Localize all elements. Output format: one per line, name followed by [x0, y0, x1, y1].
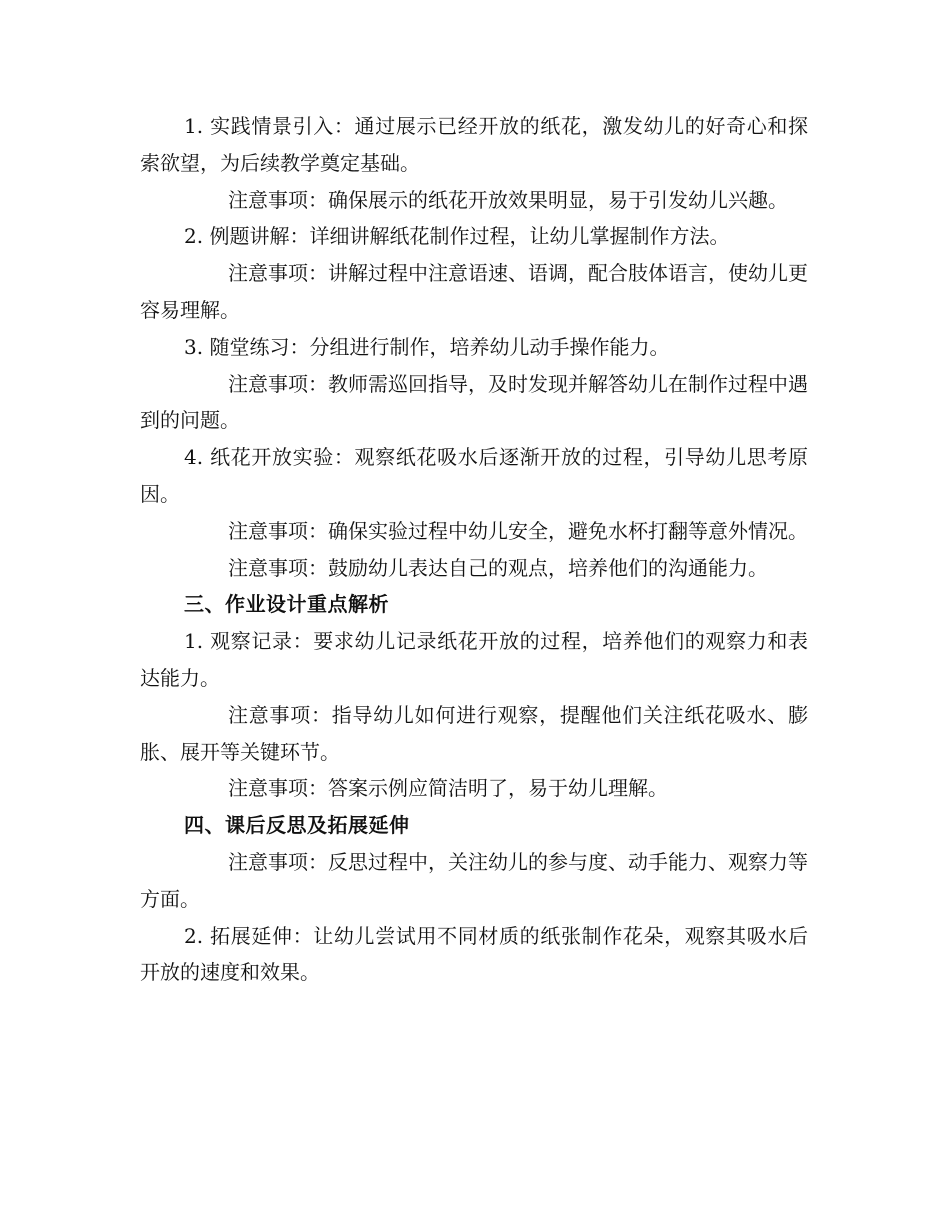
section-heading-homework: 三、作业设计重点解析 [184, 592, 389, 617]
note-paragraph: 注意事项：教师需巡回指导，及时发现并解答幼儿在制作过程中遇到的问题。 [140, 371, 808, 433]
list-item-extension: 2. 拓展延伸：让幼儿尝试用不同材质的纸张制作花朵，观察其吸水后开放的速度和效果。 [140, 923, 808, 985]
section-heading-reflection: 四、课后反思及拓展延伸 [184, 813, 410, 838]
note-paragraph: 注意事项：鼓励幼儿表达自己的观点，培养他们的沟通能力。 [228, 555, 768, 580]
note-paragraph: 注意事项：反思过程中，关注幼儿的参与度、动手能力、观察力等方面。 [140, 849, 808, 911]
list-item-class-practice: 3. 随堂练习：分组进行制作，培养幼儿动手操作能力。 [184, 334, 670, 359]
list-item-practice-intro: 1. 实践情景引入：通过展示已经开放的纸花，激发幼儿的好奇心和探索欲望，为后续教学奠定基础。 [140, 114, 808, 175]
list-item-observation-record: 1. 观察记录：要求幼儿记录纸花开放的过程，培养他们的观察力和表达能力。 [140, 629, 808, 690]
list-item-example-explanation: 2. 例题讲解：详细讲解纸花制作过程，让幼儿掌握制作方法。 [184, 224, 730, 249]
note-paragraph: 注意事项：答案示例应简洁明了，易于幼儿理解。 [228, 776, 668, 801]
note-paragraph: 注意事项：讲解过程中注意语速、语调，配合肢体语言，使幼儿更容易理解。 [140, 261, 808, 322]
note-paragraph: 注意事项：确保展示的纸花开放效果明显，易于引发幼儿兴趣。 [228, 187, 788, 212]
note-paragraph: 注意事项：确保实验过程中幼儿安全，避免水杯打翻等意外情况。 [228, 518, 808, 543]
document-page [140, 108, 808, 991]
list-item-paper-flower-experiment: 4. 纸花开放实验：观察纸花吸水后逐渐开放的过程，引导幼儿思考原因。 [140, 445, 808, 506]
note-paragraph: 注意事项：指导幼儿如何进行观察，提醒他们关注纸花吸水、膨胀、展开等关键环节。 [140, 702, 808, 764]
